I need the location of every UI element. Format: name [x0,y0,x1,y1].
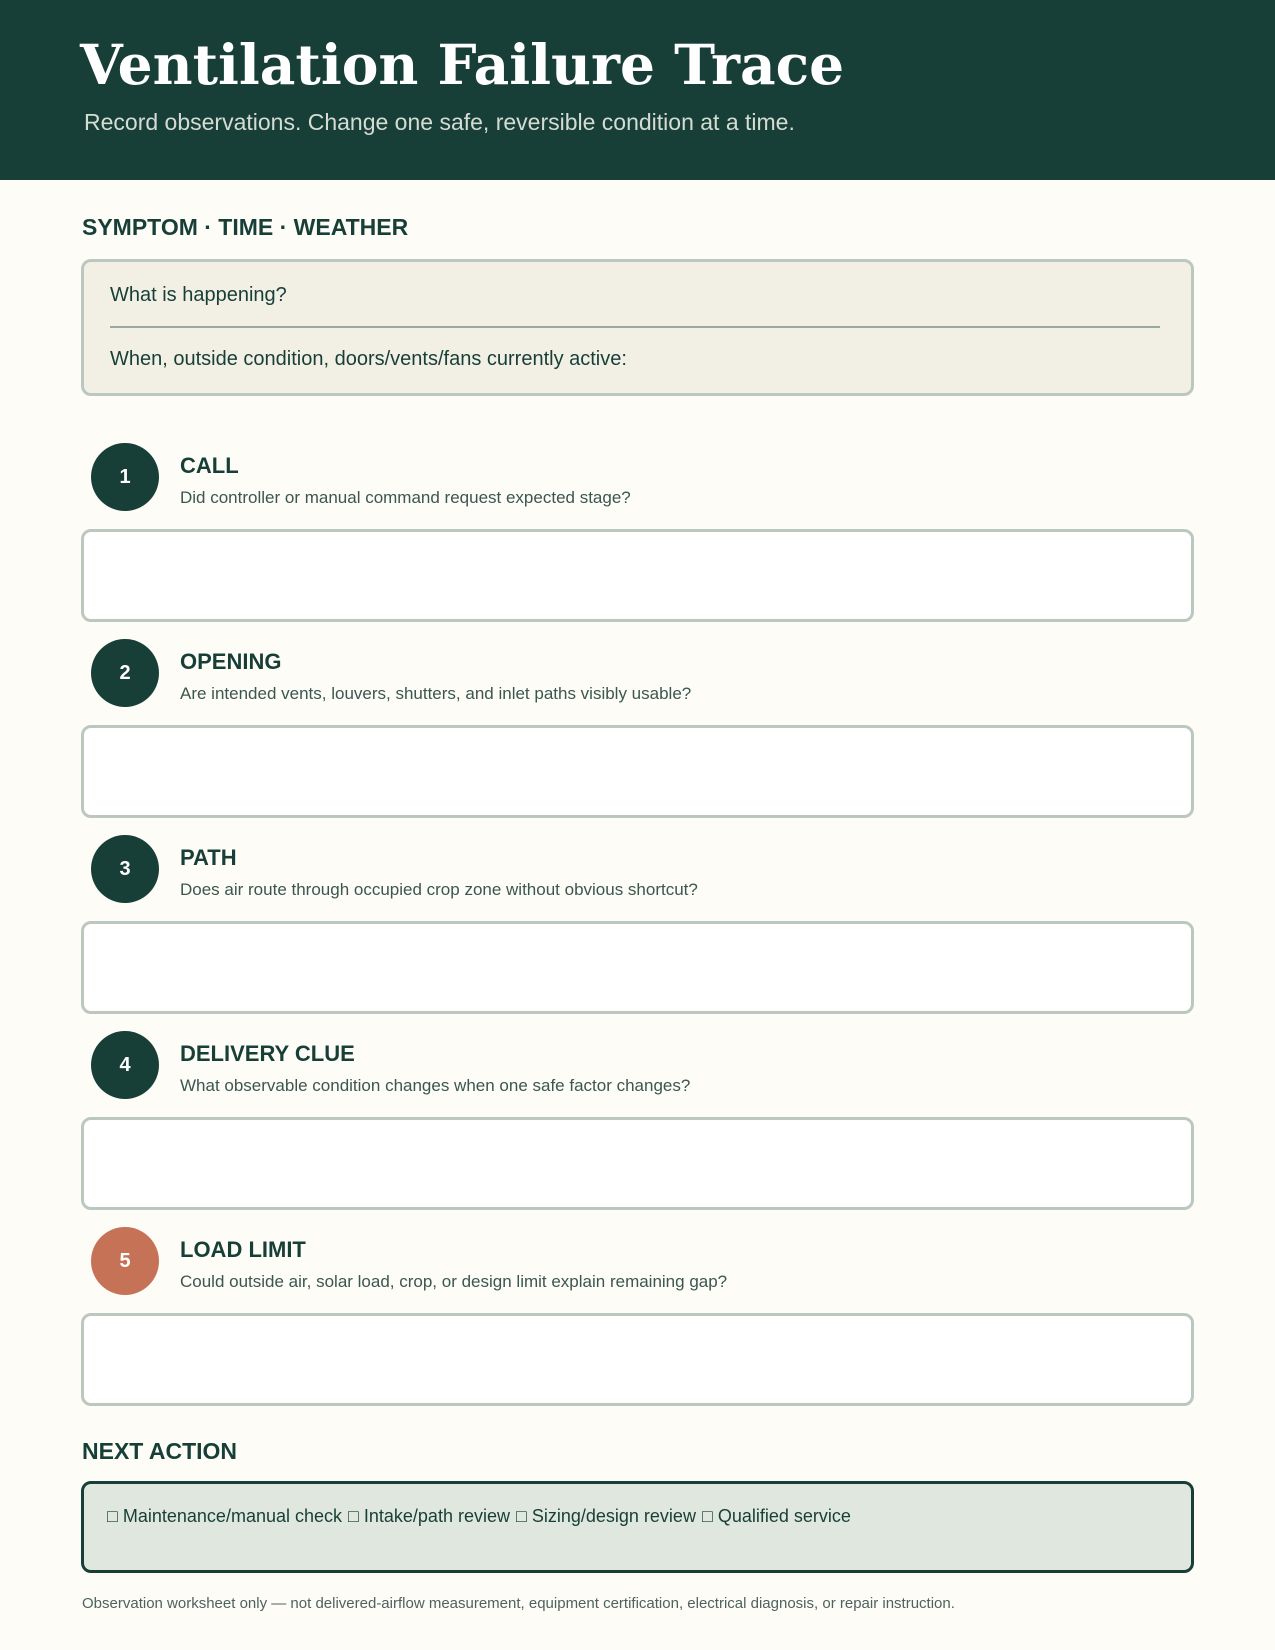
step-5-question: Could outside air, solar load, crop, or design limit explain remaining gap? [180,1272,728,1291]
step-3-number: 3 [91,835,159,903]
step-3-title: PATH [180,845,237,870]
step-2-number: 2 [91,639,159,707]
next-action-heading: NEXT ACTION [82,1438,238,1464]
step-3-question: Does air route through occupied crop zone without obvious shortcut? [180,880,698,899]
step-4-title: DELIVERY CLUE [180,1041,355,1066]
option-maintenance-check[interactable]: □ Maintenance/manual check [107,1506,343,1526]
next-action-options [107,1506,851,1527]
symptom-question-what: What is happening? [110,284,287,306]
step-1-title: CALL [180,453,239,478]
step-4-question: What observable condition changes when one safe factor changes? [180,1076,691,1095]
page-title: Ventilation Failure Trace [80,32,845,97]
step-1-answer-field[interactable] [81,529,1194,622]
symptom-divider [110,326,1160,328]
step-3-answer-field[interactable] [81,921,1194,1014]
step-1-number: 1 [91,443,159,511]
option-sizing-design-review[interactable]: □ Sizing/design review [515,1506,696,1526]
step-5-title: LOAD LIMIT [180,1237,306,1262]
page-subtitle: Record observations. Change one safe, reversible condition at a time. [84,109,795,135]
page-header [0,0,1275,180]
step-2-question: Are intended vents, louvers, shutters, and inlet paths visibly usable? [180,684,692,703]
step-1-question: Did controller or manual command request expected stage? [180,488,631,507]
symptom-box[interactable] [81,259,1194,396]
step-4-number: 4 [91,1031,159,1099]
footer-disclaimer: Observation worksheet only — not delivered-airflow measurement, equipment certification, electrical diagnosis, or repair instruction. [82,1595,955,1612]
step-2-title: OPENING [180,649,282,674]
step-5-answer-field[interactable] [81,1313,1194,1406]
step-2-answer-field[interactable] [81,725,1194,818]
option-intake-path-review[interactable]: □ Intake/path review [348,1506,510,1526]
symptom-question-when: When, outside condition, doors/vents/fans currently active: [110,348,627,370]
symptom-heading: SYMPTOM · TIME · WEATHER [82,214,409,240]
next-action-box [81,1481,1194,1573]
step-4-answer-field[interactable] [81,1117,1194,1210]
step-5-number: 5 [91,1227,159,1295]
option-qualified-service[interactable]: □ Qualified service [701,1506,851,1526]
